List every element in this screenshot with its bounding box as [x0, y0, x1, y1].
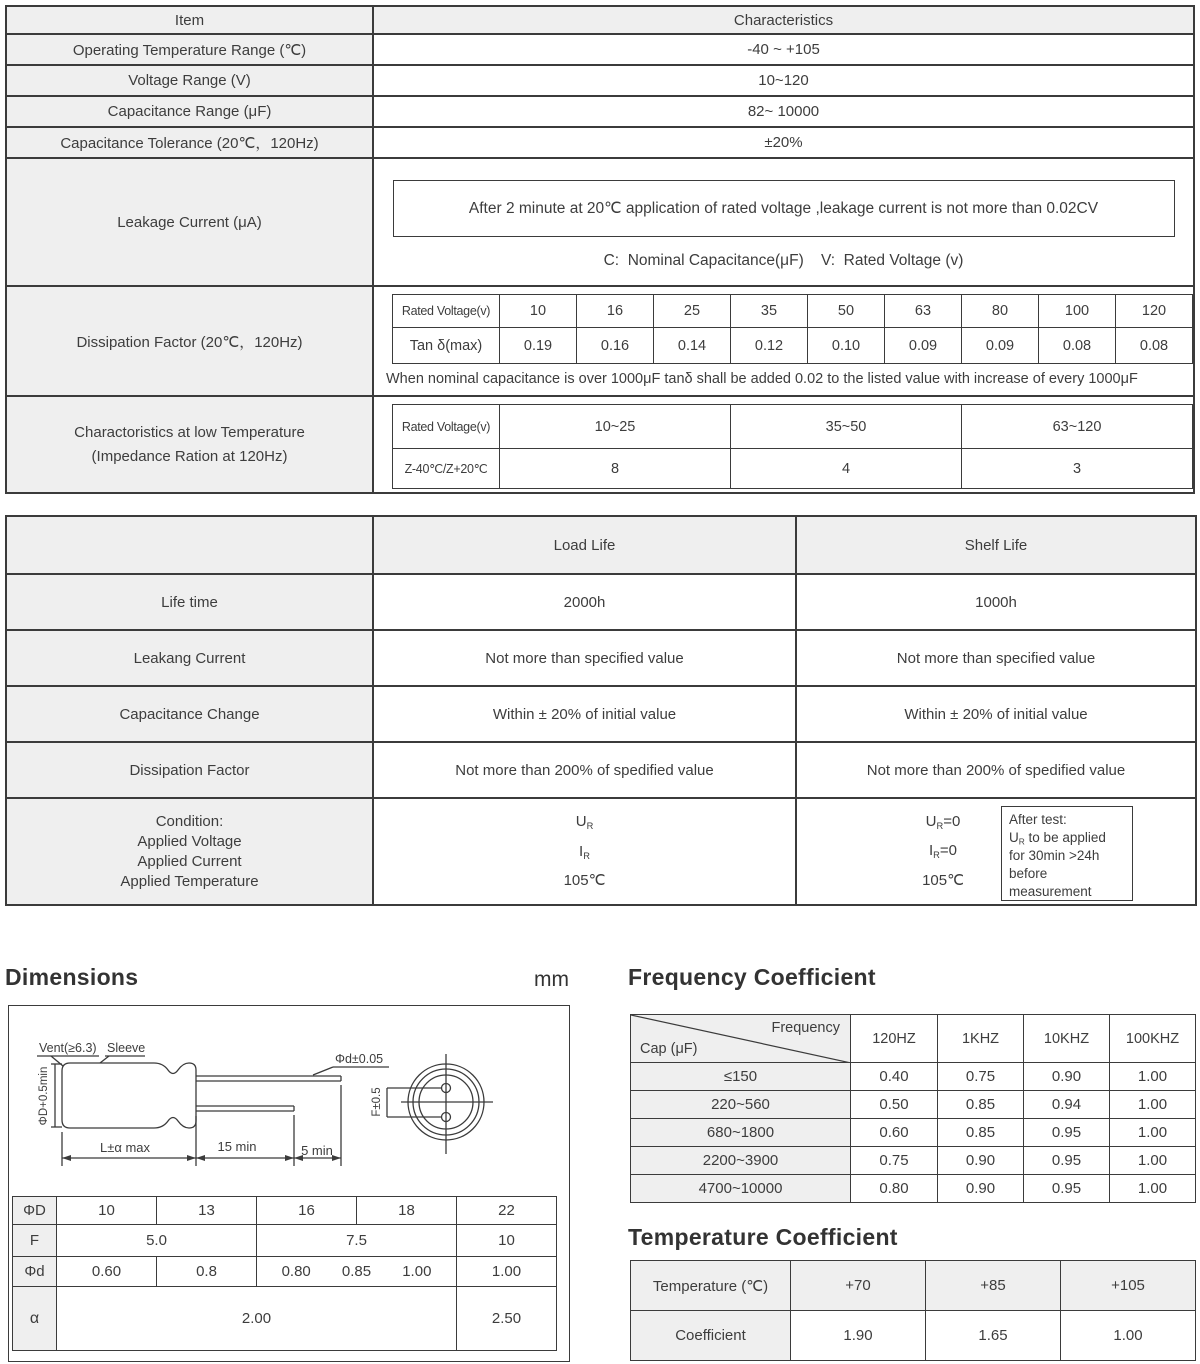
row-label-dissipation-factor: Dissipation Factor (20℃，120Hz) [6, 286, 373, 396]
temperature-row-label: Temperature (℃) [631, 1261, 791, 1311]
low-temp-label-line2: (Impedance Ration at 120Hz) [91, 447, 288, 465]
dissipation-note: When nominal capacitance is over 1000μF tanδ shall be added 0.02 to the listed value with increase of every 1000μF [386, 371, 1138, 387]
spec-table [5, 5, 1195, 494]
dissipation-voltage: 63 [885, 295, 962, 328]
dims-d-value: 16 [257, 1197, 357, 1225]
dissipation-voltage: 80 [962, 295, 1039, 328]
dims-f-label: F [13, 1225, 57, 1257]
frequency-value: 0.94 [1024, 1091, 1110, 1119]
row-value-capacitance-range: 82~ 10000 [373, 96, 1194, 127]
dims-d-label: ΦD [13, 1197, 57, 1225]
spec-header-characteristics: Characteristics [373, 6, 1194, 34]
condition-shelf-cell [796, 798, 1196, 905]
life-load-value: Not more than specified value [373, 630, 796, 686]
frequency-value: 0.75 [938, 1063, 1024, 1091]
dissipation-voltage: 16 [577, 295, 654, 328]
after-test-line: for 30min >24h [1009, 848, 1100, 864]
temperature-title: Temperature Coefficient [628, 1224, 898, 1250]
dissipation-voltage: 10 [500, 295, 577, 328]
dissipation-tan: 0.08 [1116, 328, 1193, 364]
frequency-corner-cell [631, 1015, 851, 1063]
life-shelf-value: Not more than specified value [796, 630, 1196, 686]
frequency-value: 0.75 [851, 1147, 938, 1175]
life-header-load: Load Life [373, 516, 796, 574]
dissipation-voltage: 25 [654, 295, 731, 328]
dims-phid-value: 0.85 [341, 1263, 372, 1280]
life-header-shelf: Shelf Life [796, 516, 1196, 574]
dims-d-value: 18 [357, 1197, 457, 1225]
low-temp-impedance-label: Z-40℃/Z+20℃ [393, 449, 500, 489]
life-table [5, 515, 1197, 906]
after-test-line: $U_R$ to be applied [1009, 829, 1106, 847]
frequency-value: 0.95 [1024, 1175, 1110, 1203]
low-temp-impedance-value: 4 [731, 449, 962, 489]
life-shelf-value: 1000h [796, 574, 1196, 630]
low-temp-cell [373, 396, 1194, 493]
frequency-col-header: 1KHZ [938, 1015, 1024, 1063]
body-diameter-label: ΦD+0.5min [38, 1066, 50, 1126]
row-value-voltage-range: 10~120 [373, 65, 1194, 96]
after-test-line: After test: [1009, 812, 1067, 827]
frequency-value: 1.00 [1110, 1119, 1196, 1147]
frequency-value: 0.95 [1024, 1119, 1110, 1147]
dissipation-tan: 0.09 [885, 328, 962, 364]
low-temp-label-line1: Charactoristics at low Temperature [74, 423, 305, 441]
dissipation-tan: 0.19 [500, 328, 577, 364]
dissipation-tan: 0.10 [808, 328, 885, 364]
after-test-line: before [1009, 866, 1048, 882]
coefficient-value: 1.90 [791, 1311, 926, 1361]
dims-d-value: 13 [157, 1197, 257, 1225]
frequency-cap-range: 4700~10000 [631, 1175, 851, 1203]
frequency-cap-range: 680~1800 [631, 1119, 851, 1147]
dissipation-voltage: 50 [808, 295, 885, 328]
dimensions-unit: mm [534, 968, 569, 991]
frequency-title: Frequency Coefficient [628, 964, 876, 990]
row-label-voltage-range: Voltage Range (V) [6, 65, 373, 96]
condition-shelf-current: $I_R=0$ [929, 842, 957, 861]
row-value-operating-temp: -40 ~ +105 [373, 34, 1194, 65]
temperature-value-header: +85 [926, 1261, 1061, 1311]
leakage-cell [373, 158, 1194, 286]
frequency-col-header: 10KHZ [1024, 1015, 1110, 1063]
life-row-label: Leakang Current [6, 630, 373, 686]
dims-f-value: 7.5 [257, 1225, 457, 1257]
frequency-value: 0.50 [851, 1091, 938, 1119]
dims-phid-value: 0.80 [281, 1263, 311, 1280]
frequency-value: 1.00 [1110, 1091, 1196, 1119]
temperature-table [630, 1260, 1196, 1361]
dissipation-cell [373, 286, 1194, 396]
low-temp-impedance-value: 3 [962, 449, 1193, 489]
frequency-table [630, 1014, 1196, 1203]
dims-phid-value: 0.60 [57, 1257, 157, 1287]
frequency-value: 0.95 [1024, 1147, 1110, 1175]
dissipation-voltage: 35 [731, 295, 808, 328]
dims-phid-label: Φd [13, 1257, 57, 1287]
frequency-value: 1.00 [1110, 1063, 1196, 1091]
frequency-corner-bottom: Cap (μF) [640, 1041, 698, 1057]
low-temp-table [392, 404, 1193, 489]
dissipation-voltage-label: Rated Voltage(v) [393, 295, 500, 328]
low-temp-voltage-label: Rated Voltage(v) [393, 405, 500, 449]
dissipation-tan: 0.08 [1039, 328, 1116, 364]
low-temp-impedance-value: 8 [500, 449, 731, 489]
condition-load-temp: 105℃ [563, 872, 606, 890]
low-temp-voltage-range: 63~120 [962, 405, 1193, 449]
dissipation-tan: 0.14 [654, 328, 731, 364]
frequency-value: 0.60 [851, 1119, 938, 1147]
life-row-label: Dissipation Factor [6, 742, 373, 798]
after-test-box [1001, 806, 1133, 901]
vent-label: Vent(≥6.3) [39, 1041, 97, 1055]
dimensions-title: Dimensions [5, 964, 139, 990]
coefficient-value: 1.00 [1061, 1311, 1196, 1361]
frequency-col-header: 100KHZ [1110, 1015, 1196, 1063]
condition-load-cell [373, 798, 796, 905]
life-row-label: Life time [6, 574, 373, 630]
condition-load-voltage: $U_R$ [575, 812, 594, 831]
after-test-line: measurement [1009, 883, 1092, 899]
temperature-value-header: +70 [791, 1261, 926, 1311]
row-label-capacitance-range: Capacitance Range (μF) [6, 96, 373, 127]
lead-length-15-label: 15 min [217, 1139, 257, 1154]
lead-diameter-label: Φd±0.05 [335, 1052, 384, 1066]
row-label-operating-temp: Operating Temperature Range (℃) [6, 34, 373, 65]
frequency-value: 0.80 [851, 1175, 938, 1203]
condition-shelf-voltage: $U_R=0$ [925, 812, 961, 831]
life-header-empty [6, 516, 373, 574]
dissipation-voltage: 120 [1116, 295, 1193, 328]
dissipation-table [392, 294, 1193, 364]
temperature-value-header: +105 [1061, 1261, 1196, 1311]
frequency-cap-range: ≤150 [631, 1063, 851, 1091]
lead-spacing-label: F±0.5 [371, 1087, 383, 1117]
dissipation-tan: 0.16 [577, 328, 654, 364]
dims-phid-mid-cell [257, 1257, 457, 1287]
life-load-value: Not more than 200% of spedified value [373, 742, 796, 798]
life-load-value: 2000h [373, 574, 796, 630]
dims-alpha-value: 2.00 [57, 1287, 457, 1351]
frequency-value: 0.40 [851, 1063, 938, 1091]
dims-f-value: 5.0 [57, 1225, 257, 1257]
dimensions-table [12, 1196, 557, 1351]
condition-label-line: Applied Current [137, 852, 242, 870]
dissipation-voltage: 100 [1039, 295, 1116, 328]
condition-shelf-temp: 105℃ [922, 872, 964, 890]
dims-d-value: 22 [457, 1197, 557, 1225]
low-temp-voltage-range: 35~50 [731, 405, 962, 449]
frequency-value: 0.90 [1024, 1063, 1110, 1091]
condition-load-current: $I_R$ [579, 842, 590, 861]
frequency-value: 1.00 [1110, 1175, 1196, 1203]
body-length-label: L±α max [99, 1140, 151, 1155]
frequency-value: 1.00 [1110, 1147, 1196, 1175]
frequency-col-header: 120HZ [851, 1015, 938, 1063]
condition-label-line: Applied Temperature [120, 872, 259, 890]
leakage-statement-box: After 2 minute at 20℃ application of rated voltage ,leakage current is not more than 0.02CV [393, 180, 1175, 237]
frequency-cap-range: 2200~3900 [631, 1147, 851, 1175]
sleeve-label: Sleeve [107, 1041, 146, 1055]
leakage-formula: C: Nominal Capacitance(μF) V: Rated Voltage (v) [603, 252, 964, 269]
dims-f-value: 10 [457, 1225, 557, 1257]
dims-phid-value: 1.00 [402, 1263, 432, 1280]
row-label-capacitance-tolerance: Capacitance Tolerance (20℃，120Hz) [6, 127, 373, 158]
dims-alpha-value: 2.50 [457, 1287, 557, 1351]
dims-phid-value: 0.8 [157, 1257, 257, 1287]
frequency-corner-top: Frequency [771, 1020, 840, 1036]
dims-alpha-label: α [13, 1287, 57, 1351]
row-label-low-temp [6, 396, 373, 493]
dissipation-tan: 0.12 [731, 328, 808, 364]
frequency-value: 0.85 [938, 1091, 1024, 1119]
dims-phid-value: 1.00 [457, 1257, 557, 1287]
dims-d-value: 10 [57, 1197, 157, 1225]
capacitor-drawing [9, 1006, 566, 1196]
frequency-value: 0.85 [938, 1119, 1024, 1147]
dissipation-tan: 0.09 [962, 328, 1039, 364]
lead-length-5-label: 5 min [301, 1143, 333, 1158]
condition-label-line: Applied Voltage [137, 832, 242, 850]
life-row-label: Capacitance Change [6, 686, 373, 742]
condition-label-cell [6, 798, 373, 905]
frequency-value: 0.90 [938, 1147, 1024, 1175]
row-value-capacitance-tolerance: ±20% [373, 127, 1194, 158]
life-shelf-value: Within ± 20% of initial value [796, 686, 1196, 742]
coefficient-value: 1.65 [926, 1311, 1061, 1361]
condition-label-line: Condition: [155, 812, 224, 830]
life-load-value: Within ± 20% of initial value [373, 686, 796, 742]
frequency-cap-range: 220~560 [631, 1091, 851, 1119]
coefficient-row-label: Coefficient [631, 1311, 791, 1361]
row-label-leakage-current: Leakage Current (μA) [6, 158, 373, 286]
life-shelf-value: Not more than 200% of spedified value [796, 742, 1196, 798]
spec-header-item: Item [6, 6, 373, 34]
low-temp-voltage-range: 10~25 [500, 405, 731, 449]
dissipation-tan-label: Tan δ(max) [393, 328, 500, 364]
frequency-value: 0.90 [938, 1175, 1024, 1203]
